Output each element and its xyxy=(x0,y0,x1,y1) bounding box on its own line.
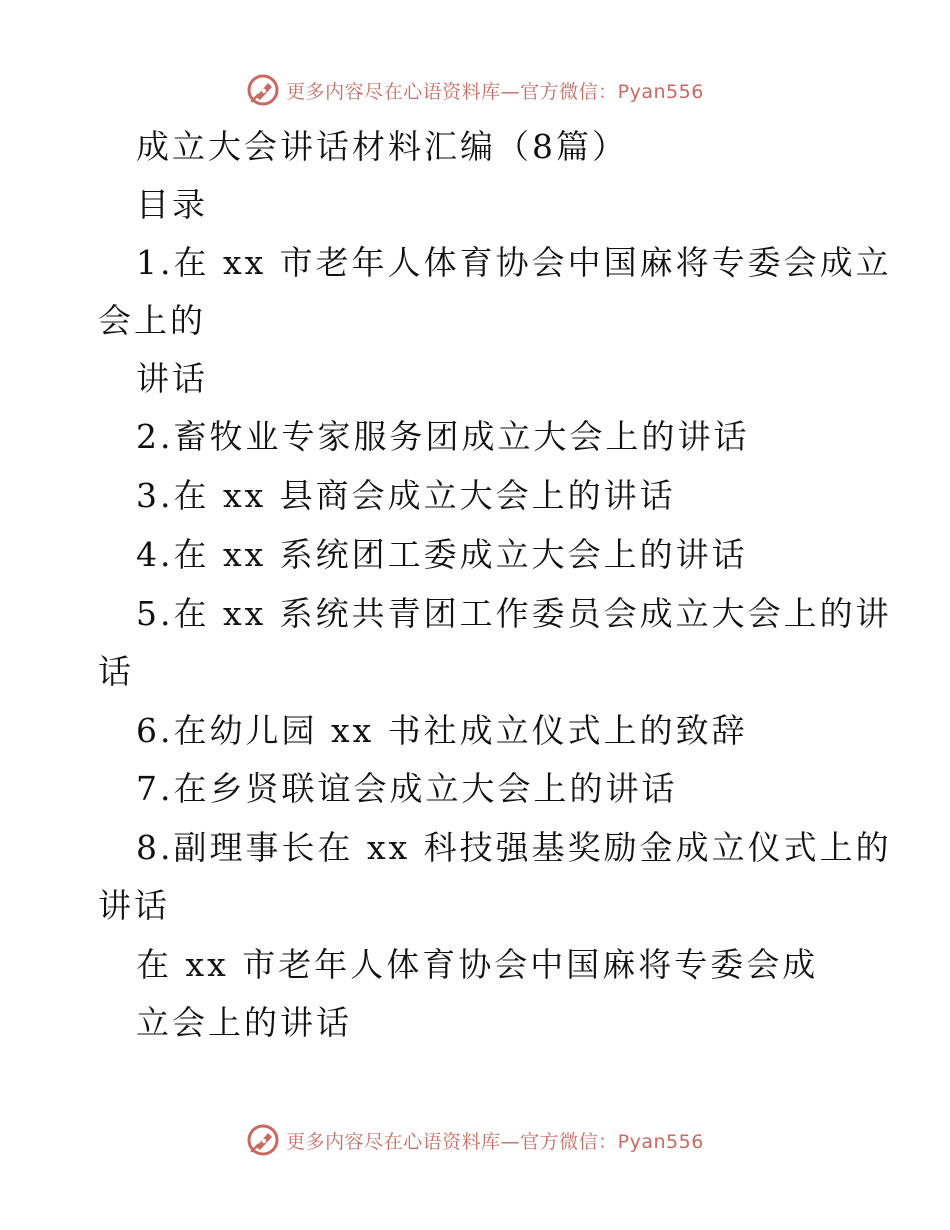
section-title-line-2: 立会上的讲话 xyxy=(136,1003,352,1042)
toc-item-1-line-3: 讲话 xyxy=(136,359,208,398)
toc-item-1-line-2: 会上的 xyxy=(98,301,206,340)
toc-item-3: 3.在 xx 县商会成立大会上的讲话 xyxy=(136,476,676,515)
toc-heading: 目录 xyxy=(136,185,208,224)
pen-nib-logo-icon xyxy=(246,73,280,107)
pen-nib-logo-icon xyxy=(246,1123,280,1157)
toc-item-4: 4.在 xx 系统团工委成立大会上的讲话 xyxy=(136,535,748,574)
watermark-text: 更多内容尽在心语资料库—官方微信：Pyan556 xyxy=(286,80,704,103)
toc-item-5-line-1: 5.在 xx 系统共青团工作委员会成立大会上的讲 xyxy=(136,594,892,633)
document-title: 成立大会讲话材料汇编（8篇） xyxy=(136,127,628,166)
toc-item-1-line-1: 1.在 xx 市老年人体育协会中国麻将专委会成立 xyxy=(136,243,892,282)
toc-item-5-line-2: 话 xyxy=(98,652,134,691)
footer-watermark xyxy=(0,1120,950,1160)
watermark-text: 更多内容尽在心语资料库—官方微信：Pyan556 xyxy=(286,1130,704,1153)
toc-item-7: 7.在乡贤联谊会成立大会上的讲话 xyxy=(136,769,678,808)
toc-item-6: 6.在幼儿园 xx 书社成立仪式上的致辞 xyxy=(136,711,748,750)
section-title-line-1: 在 xx 市老年人体育协会中国麻将专委会成 xyxy=(136,945,819,984)
toc-item-2: 2.畜牧业专家服务团成立大会上的讲话 xyxy=(136,417,750,456)
toc-item-8-line-2: 讲话 xyxy=(98,886,170,925)
header-watermark xyxy=(0,70,950,110)
toc-item-8-line-1: 8.副理事长在 xx 科技强基奖励金成立仪式上的 xyxy=(136,828,892,867)
